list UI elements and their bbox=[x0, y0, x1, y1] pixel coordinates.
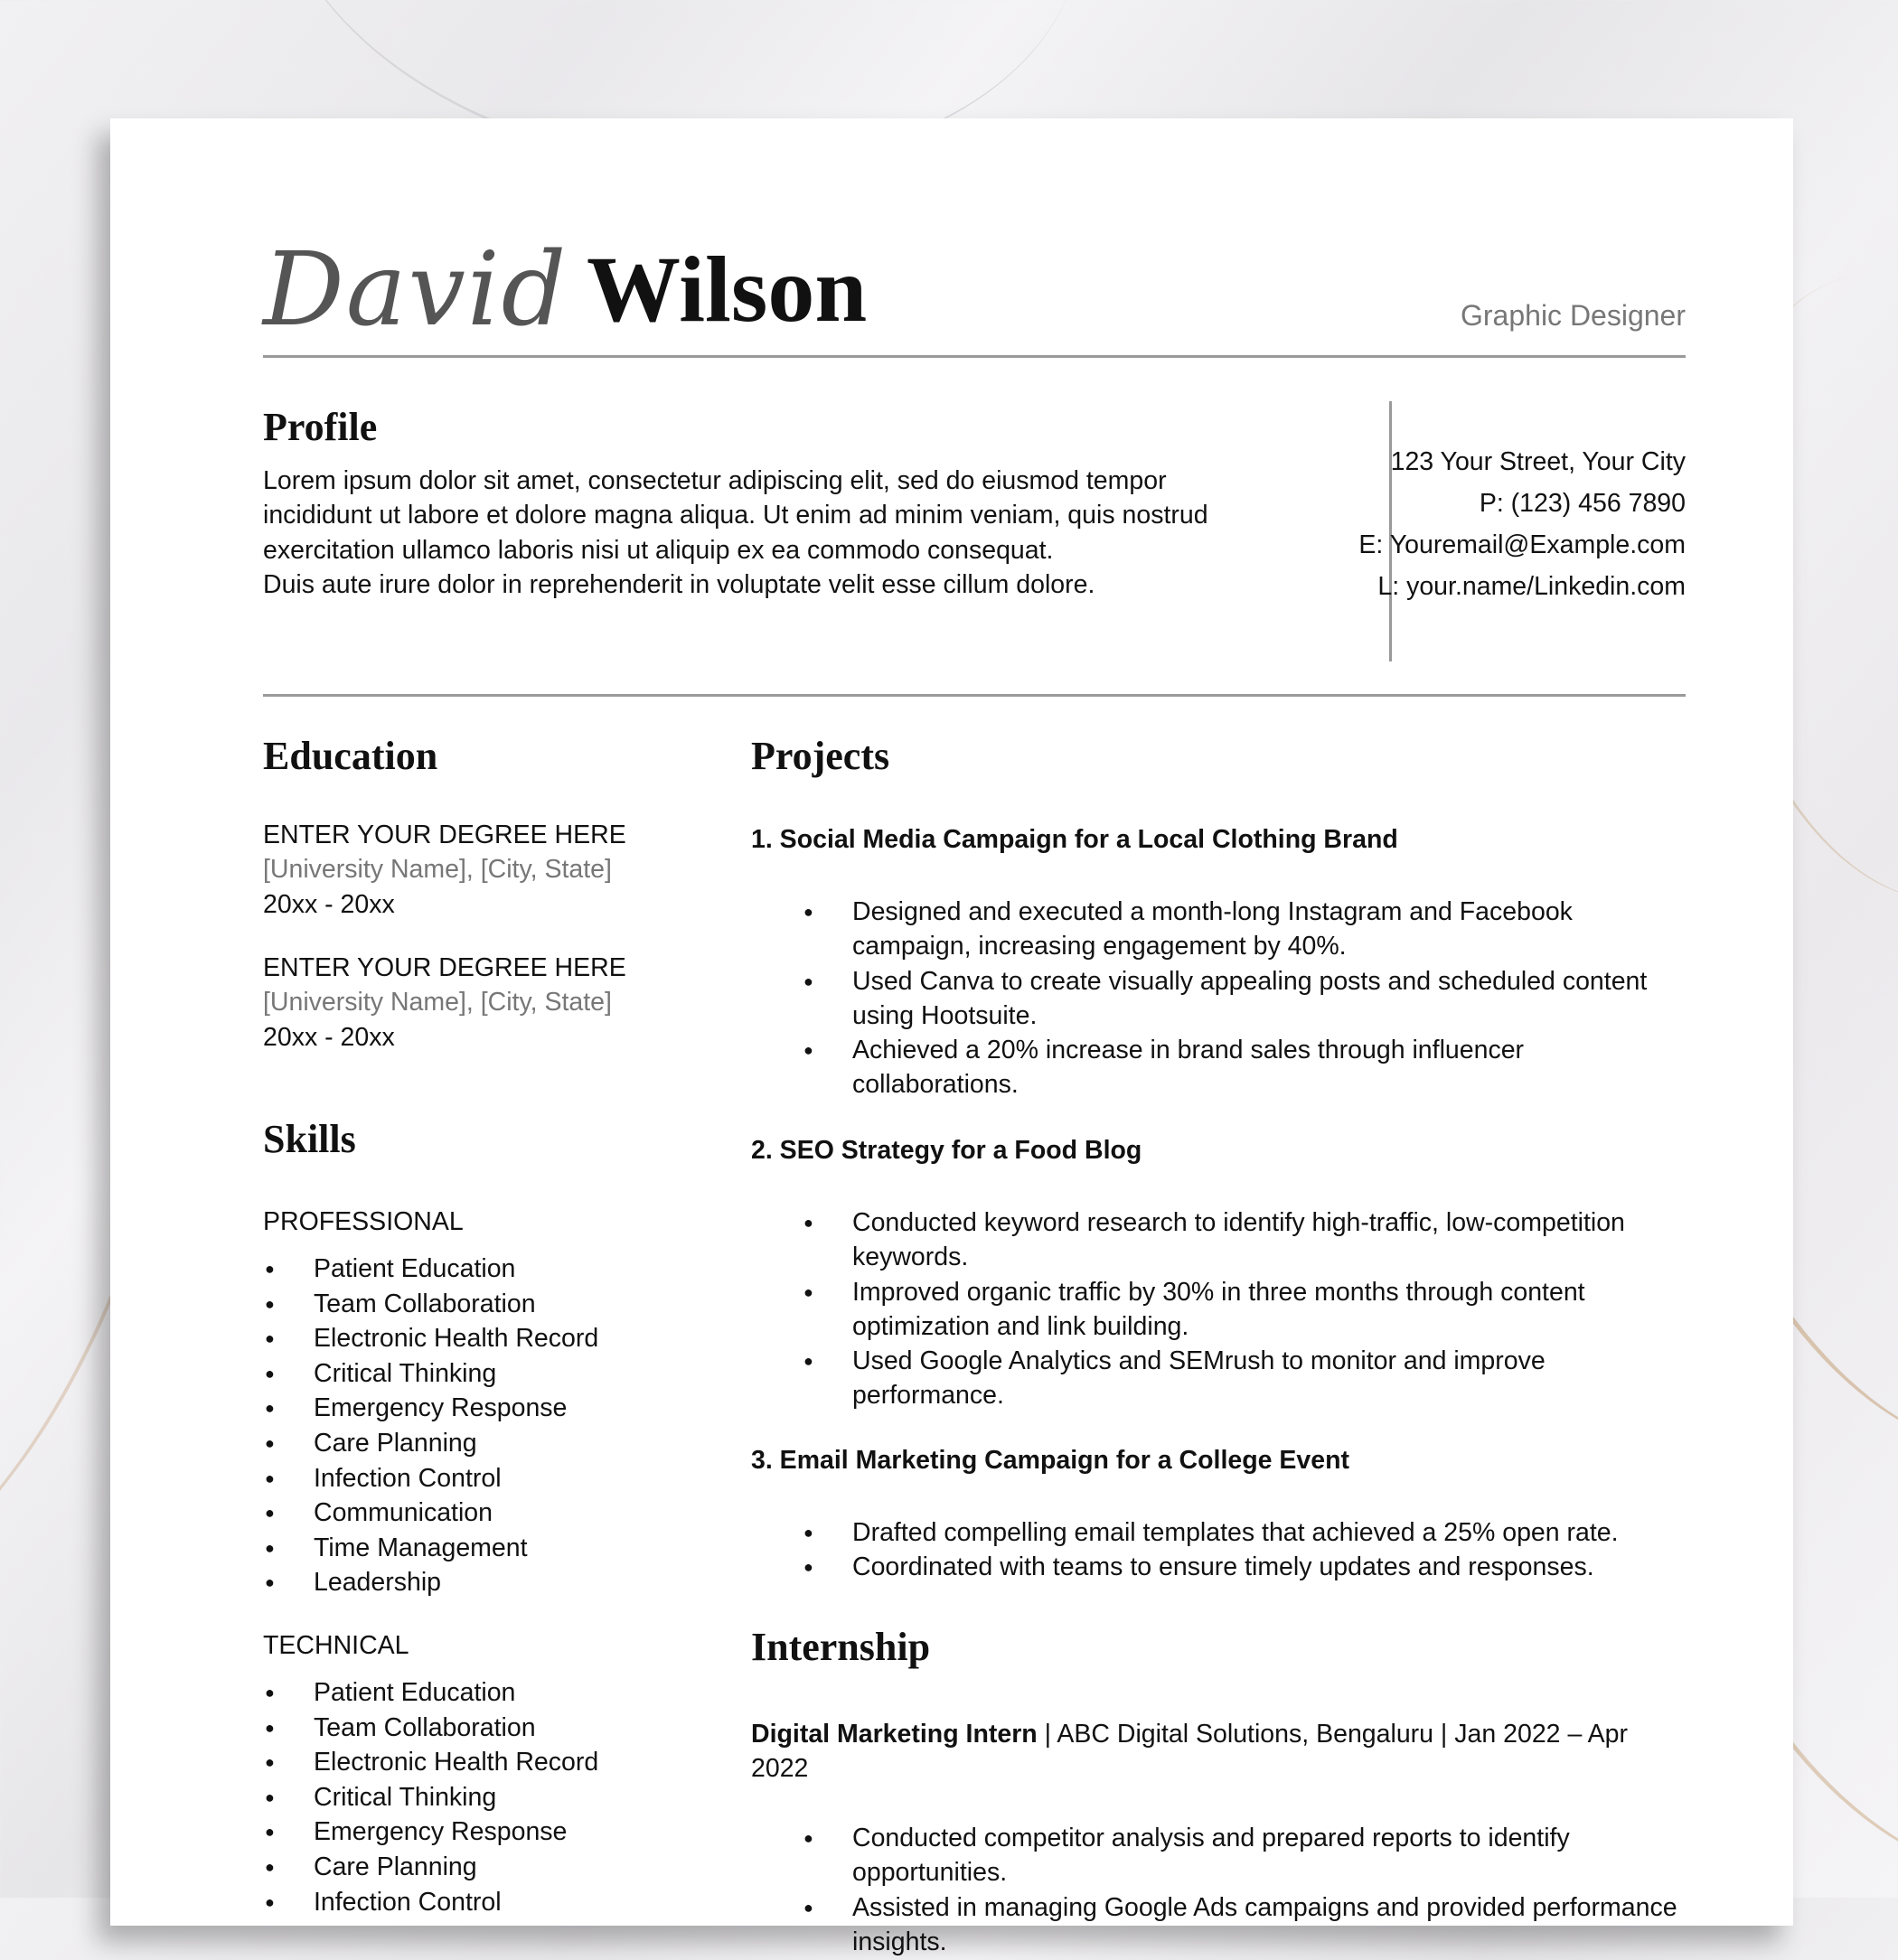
profile-line: Duis aute irure dolor in reprehenderit in voluptate velit esse cillum dolore. bbox=[263, 569, 1095, 599]
skill-item: ● Infection Control bbox=[263, 1885, 697, 1920]
internship-bullets bbox=[751, 1821, 1686, 1959]
skill-item: ● Infection Control bbox=[263, 1461, 697, 1496]
contact-phone: P: (123) 456 7890 bbox=[1479, 489, 1686, 518]
contact-block bbox=[1358, 441, 1686, 607]
profile-line: Lorem ipsum dolor sit amet, consectetur adipiscing elit, sed do eiusmod tempor bbox=[263, 466, 1167, 495]
project-bullets bbox=[751, 895, 1686, 1102]
degree-name: ENTER YOUR DEGREE HERE bbox=[263, 821, 626, 849]
degree-name: ENTER YOUR DEGREE HERE bbox=[263, 953, 626, 982]
project-bullet: ● Used Canva to create visually appealing posts and scheduled content using Hootsuite. bbox=[751, 964, 1686, 1034]
project-title: 1. Social Media Campaign for a Local Clothing Brand bbox=[751, 825, 1398, 854]
last-name: Wilson bbox=[587, 238, 868, 342]
first-name: David bbox=[263, 231, 568, 349]
resume-page bbox=[110, 118, 1793, 1956]
education-entry bbox=[263, 818, 697, 922]
education-years: 20xx - 20xx bbox=[263, 1022, 395, 1052]
technical-skills-list bbox=[263, 1675, 697, 1919]
contact-email: E: Youremail@Example.com bbox=[1358, 530, 1686, 559]
profile-line: incididunt ut labore et dolore magna aliqua. Ut enim ad minim veniam, quis nostrud bbox=[263, 501, 1208, 530]
professional-skills-label: PROFESSIONAL bbox=[263, 1207, 464, 1236]
skill-item: ● Communication bbox=[263, 1496, 697, 1531]
skill-item: ● Patient Education bbox=[263, 1675, 697, 1711]
skills-heading: Skills bbox=[263, 1117, 356, 1161]
education-years: 20xx - 20xx bbox=[263, 889, 395, 919]
profile-heading: Profile bbox=[263, 405, 378, 449]
header-divider bbox=[263, 355, 1686, 358]
projects-heading: Projects bbox=[751, 734, 890, 778]
project-bullets bbox=[751, 1205, 1686, 1413]
internship-role: Digital Marketing Intern bbox=[751, 1720, 1038, 1749]
contact-address: 123 Your Street, Your City bbox=[1390, 447, 1686, 476]
project-bullet: ● Drafted compelling email templates that achieved a 25% open rate. bbox=[751, 1515, 1686, 1550]
section-divider bbox=[263, 694, 1686, 697]
contact-linkedin: L: your.name/Linkedin.com bbox=[1377, 572, 1686, 601]
job-title: Graphic Designer bbox=[1461, 299, 1686, 332]
university-name: [University Name], [City, State] bbox=[263, 855, 612, 885]
internship-line bbox=[751, 1717, 1686, 1787]
project-title: 2. SEO Strategy for a Food Blog bbox=[751, 1136, 1142, 1165]
project-bullets bbox=[751, 1515, 1686, 1585]
project-bullet: ● Conducted keyword research to identify high-traffic, low-competition keywords. bbox=[751, 1205, 1686, 1275]
skill-item: ● Critical Thinking bbox=[263, 1356, 697, 1392]
skill-item: ● Care Planning bbox=[263, 1850, 697, 1885]
skill-item: ● Emergency Response bbox=[263, 1815, 697, 1850]
skill-item: ● Team Collaboration bbox=[263, 1711, 697, 1746]
skill-item: ● Time Management bbox=[263, 1531, 697, 1566]
project-bullet: ● Used Google Analytics and SEMrush to monitor and improve performance. bbox=[751, 1344, 1686, 1413]
project-bullet: ● Designed and executed a month-long Instagram and Facebook campaign, increasing engagement by 40%. bbox=[751, 895, 1686, 964]
project-title: 3. Email Marketing Campaign for a College Event bbox=[751, 1446, 1349, 1475]
skill-item: ● Electronic Health Record bbox=[263, 1321, 697, 1356]
skill-item: ● Care Planning bbox=[263, 1426, 697, 1461]
resume-header bbox=[263, 227, 1686, 353]
internship-bullet: ● Assisted in managing Google Ads campaigns and provided performance insights. bbox=[751, 1890, 1686, 1960]
education-entry bbox=[263, 951, 697, 1055]
skill-item: ● Patient Education bbox=[263, 1252, 697, 1287]
project-bullet: ● Coordinated with teams to ensure timely updates and responses. bbox=[751, 1550, 1686, 1584]
internship-details: | ABC Digital Solutions, Bengaluru | Jan 2022 – Apr 2022 bbox=[751, 1720, 1628, 1784]
technical-skills-label: TECHNICAL bbox=[263, 1631, 409, 1660]
skill-item: ● Electronic Health Record bbox=[263, 1745, 697, 1780]
university-name: [University Name], [City, State] bbox=[263, 988, 612, 1018]
professional-skills-list bbox=[263, 1252, 697, 1600]
profile-line: exercitation ullamco laboris nisi ut aliquip ex ea commodo consequat. bbox=[263, 535, 1054, 565]
internship-bullet: ● Conducted competitor analysis and prepared reports to identify opportunities. bbox=[751, 1821, 1686, 1890]
education-heading: Education bbox=[263, 734, 438, 778]
skill-item: ● Critical Thinking bbox=[263, 1780, 697, 1815]
internship-heading: Internship bbox=[751, 1625, 931, 1669]
skill-item: ● Leadership bbox=[263, 1565, 697, 1600]
skill-item: ● Team Collaboration bbox=[263, 1287, 697, 1322]
profile-text bbox=[263, 464, 1275, 602]
skill-item: ● Emergency Response bbox=[263, 1391, 697, 1426]
project-bullet: ● Improved organic traffic by 30% in three months through content optimization and link building. bbox=[751, 1275, 1686, 1345]
project-bullet: ● Achieved a 20% increase in brand sales through influencer collaborations. bbox=[751, 1033, 1686, 1102]
